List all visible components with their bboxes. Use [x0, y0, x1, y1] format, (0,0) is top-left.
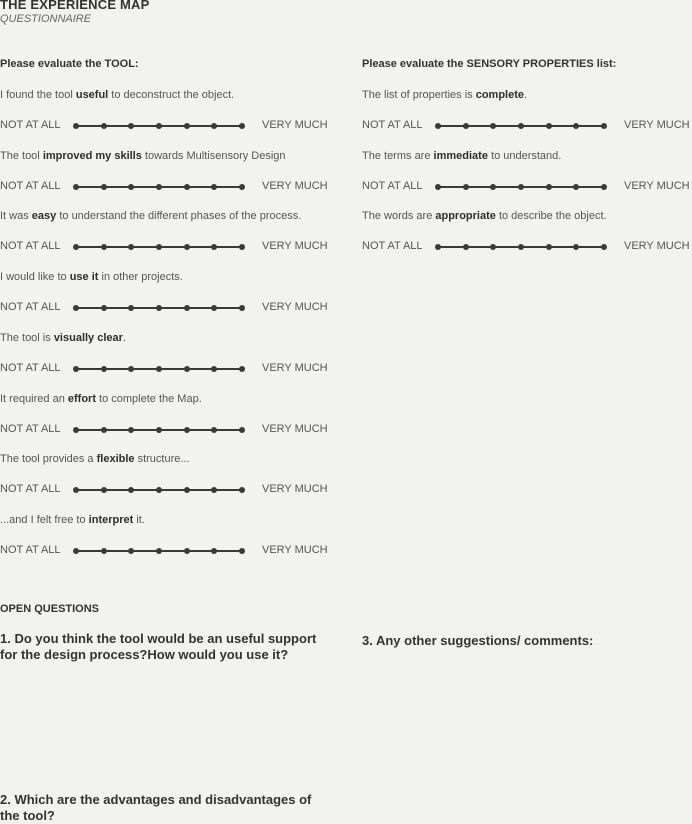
rating-question: [0, 393, 330, 433]
scale-point[interactable]: [184, 548, 190, 554]
scale-max-label: VERY MUCH: [262, 483, 328, 496]
rating-scale: [0, 423, 330, 437]
question-text-post: towards Multisensory Design: [141, 149, 286, 162]
scale-point[interactable]: [518, 244, 524, 250]
rating-question: [0, 271, 330, 314]
rating-question: [362, 210, 692, 253]
scale-point[interactable]: [573, 123, 579, 129]
scale-max-label: VERY MUCH: [262, 179, 328, 192]
rating-scale: [362, 119, 692, 133]
question-text-emphasis: flexible: [96, 453, 135, 466]
scale-point[interactable]: [601, 184, 607, 190]
scale-point[interactable]: [101, 184, 107, 190]
scale-point[interactable]: [490, 123, 496, 129]
page-title: THE EXPERIENCE MAP: [0, 0, 150, 12]
scale-point[interactable]: [184, 487, 190, 493]
question-text: [362, 89, 527, 101]
scale-point[interactable]: [73, 244, 79, 250]
question-text: [0, 210, 301, 222]
open-question-3-answer-area[interactable]: [362, 655, 680, 810]
scale-min-label: NOT AT ALL: [0, 361, 61, 374]
scale-point[interactable]: [101, 487, 107, 493]
question-text-pre: The tool: [0, 149, 43, 162]
open-question-1: 1. Do you think the tool would be an useful support for the design process?How would you use it?: [0, 631, 317, 662]
rating-question: [362, 150, 692, 190]
question-text-pre: The tool provides a: [0, 453, 97, 466]
rating-scale: [0, 240, 330, 254]
scale-point[interactable]: [239, 123, 245, 129]
scale-point[interactable]: [156, 244, 162, 250]
question-text-pre: The list of properties is: [362, 89, 476, 101]
question-text-post: to describe the object.: [495, 210, 607, 223]
question-text-emphasis: easy: [31, 210, 57, 223]
scale-point[interactable]: [211, 427, 217, 433]
scale-point[interactable]: [463, 184, 469, 190]
open-questions-heading: OPEN QUESTIONS: [0, 603, 100, 615]
question-text-pre: The tool is: [0, 331, 54, 344]
scale-point[interactable]: [239, 487, 245, 493]
question-text-emphasis: useful: [75, 89, 109, 101]
scale-point[interactable]: [73, 366, 79, 372]
scale-point[interactable]: [73, 427, 79, 433]
question-text: [362, 150, 561, 162]
scale-point[interactable]: [101, 305, 107, 311]
scale-min-label: NOT AT ALL: [0, 179, 61, 192]
scale-max-label: VERY MUCH: [262, 361, 328, 374]
question-text-pre: I found the tool: [0, 89, 76, 101]
scale-point[interactable]: [573, 184, 579, 190]
scale-point[interactable]: [184, 184, 190, 190]
scale-max-label: VERY MUCH: [624, 179, 690, 192]
question-text-pre: ...and I felt free to: [0, 513, 89, 526]
question-text-post: to understand.: [487, 149, 562, 162]
question-text: [0, 150, 286, 162]
scale-max-label: VERY MUCH: [262, 422, 328, 435]
question-text-pre: I would like to: [0, 271, 70, 284]
rating-question: [362, 89, 692, 129]
scale-point[interactable]: [101, 244, 107, 250]
scale-point[interactable]: [128, 123, 134, 129]
scale-point[interactable]: [435, 184, 441, 190]
scale-point[interactable]: [239, 427, 245, 433]
question-text-post: to understand the different phases of the process.: [56, 210, 302, 223]
rating-question: [0, 150, 330, 190]
rating-question: [0, 89, 330, 129]
page-subtitle: QUESTIONNAIRE: [0, 13, 92, 25]
scale-point[interactable]: [156, 123, 162, 129]
question-text-post: .: [122, 331, 126, 344]
scale-point[interactable]: [211, 305, 217, 311]
rating-question: [0, 332, 330, 372]
scale-point[interactable]: [546, 244, 552, 250]
scale-point[interactable]: [463, 244, 469, 250]
scale-point[interactable]: [128, 184, 134, 190]
question-text-post: in other projects.: [98, 271, 183, 284]
scale-max-label: VERY MUCH: [262, 301, 328, 314]
scale-point[interactable]: [73, 487, 79, 493]
scale-point[interactable]: [546, 123, 552, 129]
rating-scale: [0, 301, 330, 315]
scale-point[interactable]: [128, 366, 134, 372]
question-text-post: to deconstruct the object.: [108, 89, 235, 101]
scale-point[interactable]: [156, 487, 162, 493]
question-text: [0, 332, 126, 344]
question-text: [0, 514, 145, 526]
question-text-post: structure...: [134, 453, 190, 466]
scale-point[interactable]: [156, 366, 162, 372]
scale-point[interactable]: [101, 548, 107, 554]
scale-point[interactable]: [73, 184, 79, 190]
scale-point[interactable]: [73, 305, 79, 311]
scale-min-label: NOT AT ALL: [0, 240, 61, 253]
scale-point[interactable]: [101, 366, 107, 372]
rating-scale: [0, 483, 330, 497]
scale-point[interactable]: [101, 123, 107, 129]
scale-point[interactable]: [128, 305, 134, 311]
scale-point[interactable]: [239, 244, 245, 250]
scale-point[interactable]: [601, 244, 607, 250]
scale-point[interactable]: [73, 548, 79, 554]
scale-point[interactable]: [573, 244, 579, 250]
question-text: [0, 393, 202, 405]
scale-point[interactable]: [184, 305, 190, 311]
question-text-pre: It was: [0, 210, 32, 223]
scale-point[interactable]: [211, 548, 217, 554]
scale-point[interactable]: [211, 184, 217, 190]
scale-point[interactable]: [211, 487, 217, 493]
open-question-1-answer-area[interactable]: [0, 668, 330, 783]
rating-scale: [0, 180, 330, 194]
question-text-emphasis: visually clear: [53, 331, 123, 344]
scale-min-label: NOT AT ALL: [0, 483, 61, 496]
rating-question: [0, 514, 330, 554]
question-text-emphasis: complete: [475, 89, 525, 101]
scale-point[interactable]: [463, 123, 469, 129]
rating-question: [0, 453, 330, 496]
scale-point[interactable]: [156, 548, 162, 554]
question-text-emphasis: appropriate: [435, 210, 496, 223]
scale-point[interactable]: [128, 427, 134, 433]
scale-point[interactable]: [128, 487, 134, 493]
scale-min-label: NOT AT ALL: [362, 240, 423, 253]
question-text-emphasis: effort: [67, 392, 96, 405]
scale-min-label: NOT AT ALL: [362, 119, 423, 131]
scale-point[interactable]: [239, 366, 245, 372]
scale-point[interactable]: [601, 123, 607, 129]
scale-point[interactable]: [184, 244, 190, 250]
scale-point[interactable]: [211, 244, 217, 250]
scale-point[interactable]: [211, 123, 217, 129]
scale-point[interactable]: [73, 123, 79, 129]
scale-point[interactable]: [239, 184, 245, 190]
open-question-3: 3. Any other suggestions/ comments:: [362, 633, 594, 648]
question-text-pre: It required an: [0, 392, 68, 405]
scale-max-label: VERY MUCH: [624, 240, 690, 253]
scale-point[interactable]: [435, 123, 441, 129]
scale-point[interactable]: [490, 184, 496, 190]
rating-scale: [362, 240, 692, 254]
question-text-emphasis: immediate: [433, 149, 488, 162]
question-text-pre: The terms are: [362, 149, 434, 162]
question-text: [362, 210, 607, 222]
scale-point[interactable]: [490, 244, 496, 250]
question-text: [0, 89, 234, 101]
scale-point[interactable]: [239, 305, 245, 311]
scale-point[interactable]: [184, 123, 190, 129]
scale-point[interactable]: [128, 548, 134, 554]
question-text: [0, 271, 183, 283]
scale-point[interactable]: [518, 184, 524, 190]
tool-section-heading: Please evaluate the TOOL:: [0, 58, 139, 70]
scale-min-label: NOT AT ALL: [0, 543, 61, 556]
scale-max-label: VERY MUCH: [624, 119, 690, 131]
scale-max-label: VERY MUCH: [262, 543, 328, 556]
rating-scale: [0, 544, 330, 558]
scale-point[interactable]: [156, 427, 162, 433]
scale-point[interactable]: [239, 548, 245, 554]
scale-point[interactable]: [184, 366, 190, 372]
open-question-2: 2. Which are the advantages and disadvantages of the tool?: [0, 792, 312, 823]
scale-min-label: NOT AT ALL: [0, 422, 61, 435]
question-text-emphasis: improved my skills: [42, 149, 142, 162]
scale-point[interactable]: [184, 427, 190, 433]
sensory-section-heading: Please evaluate the SENSORY PROPERTIES list:: [362, 58, 617, 70]
scale-point[interactable]: [101, 427, 107, 433]
scale-point[interactable]: [518, 123, 524, 129]
question-text-pre: The words are: [362, 210, 436, 223]
scale-point[interactable]: [211, 366, 217, 372]
question-text-post: .: [524, 89, 528, 101]
scale-max-label: VERY MUCH: [262, 119, 328, 131]
question-text: [0, 453, 190, 465]
question-text-post: to complete the Map.: [95, 392, 202, 405]
rating-scale: [0, 119, 330, 133]
scale-point[interactable]: [156, 184, 162, 190]
rating-question: [0, 210, 330, 253]
scale-min-label: NOT AT ALL: [0, 119, 61, 131]
scale-min-label: NOT AT ALL: [362, 179, 423, 192]
question-text-emphasis: use it: [69, 271, 99, 284]
scale-point[interactable]: [156, 305, 162, 311]
scale-point[interactable]: [435, 244, 441, 250]
scale-point[interactable]: [546, 184, 552, 190]
scale-max-label: VERY MUCH: [262, 240, 328, 253]
scale-min-label: NOT AT ALL: [0, 301, 61, 314]
rating-scale: [362, 180, 692, 194]
question-text-emphasis: interpret: [88, 513, 134, 526]
scale-point[interactable]: [128, 244, 134, 250]
rating-scale: [0, 362, 330, 376]
question-text-post: it.: [133, 513, 145, 526]
